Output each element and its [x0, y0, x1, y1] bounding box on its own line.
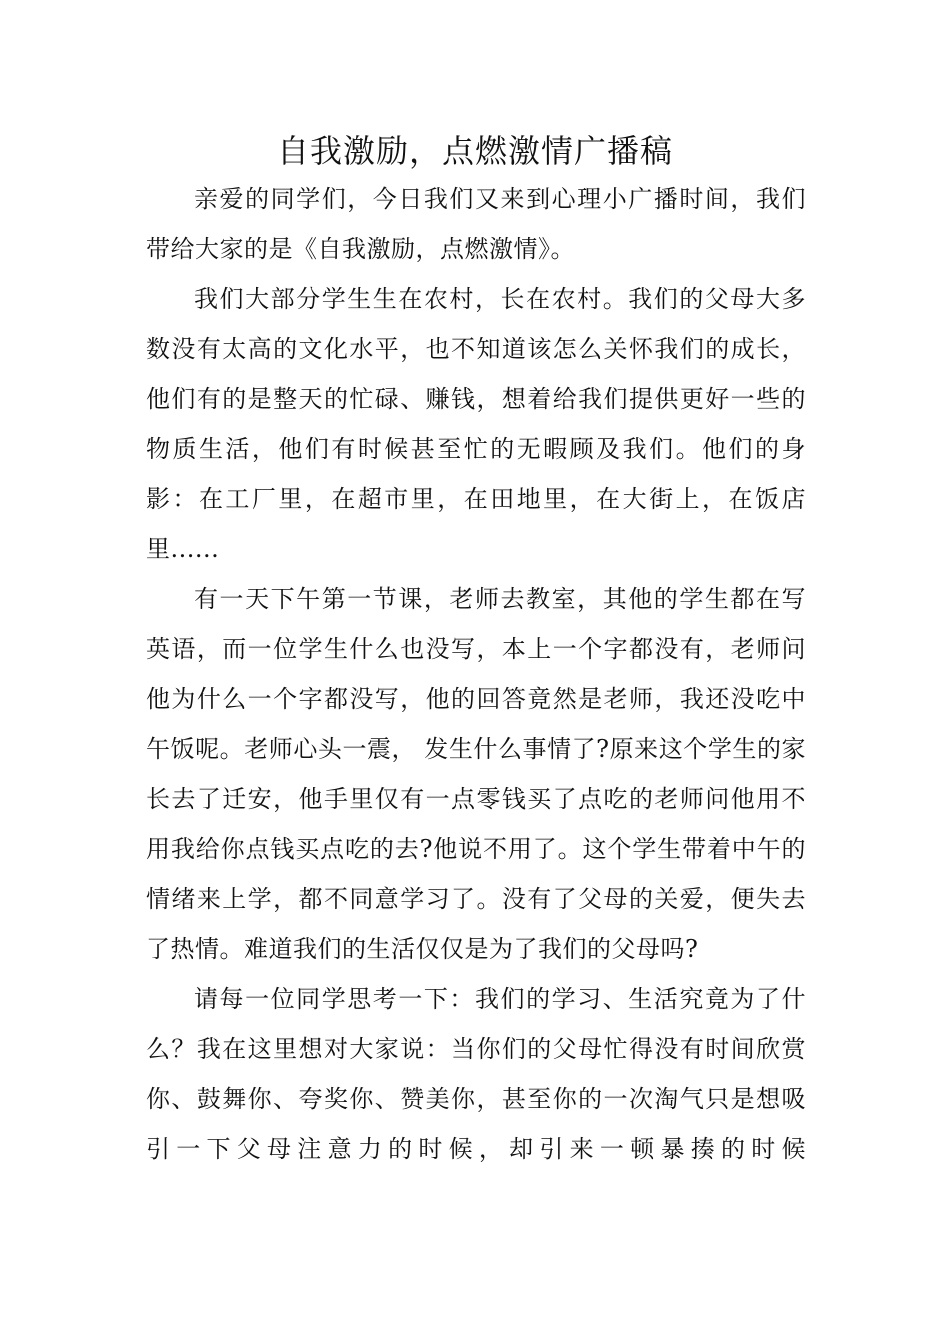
paragraph-parents: 我们大部分学生生在农村，长在农村。我们的父母大多数没有太高的文化水平，也不知道该怎么关怀我们的成长，他们有的是整天的忙碌、赚钱，想着给我们提供更好一些的物质生活，他们有时候甚至忙的无暇顾及我们。他们的身影：在工厂里，在超市里，在田地里，在大街上，在饭店里...... — [146, 285, 806, 563]
document-body — [146, 174, 806, 1174]
paragraph-reflection: 请每一位同学思考一下：我们的学习、生活究竟为了什么？我在这里想对大家说：当你们的父母忙得没有时间欣赏你、鼓舞你、夸奖你、赞美你，甚至你的一次淘气只是想吸引一下父母注意力的时候，却引来一顿暴揍的时候 — [146, 985, 806, 1163]
document-title: 自我激励，点燃激情广播稿 — [276, 132, 673, 170]
paragraph-story: 有一天下午第一节课，老师去教室，其他的学生都在写英语，而一位学生什么也没写，本上一个字都没有，老师问他为什么一个字都没写，他的回答竟然是老师，我还没吃中午饭呢。老师心头一震， 发生什么事情了?原来这个学生的家长去了迁安，他手里仅有一点零钱买了点吃的老师问他用不用我给你点钱买点吃的去?他说不用了。这个学生带着中午的情绪来上学，都不同意学习了。没有了父母的关爱，便失去了热情。难道我们的生活仅仅是为了我们的父母吗? — [146, 585, 806, 963]
paragraph-greeting: 亲爱的同学们，今日我们又来到心理小广播时间，我们带给大家的是《自我激励，点燃激情》。 — [146, 185, 806, 263]
